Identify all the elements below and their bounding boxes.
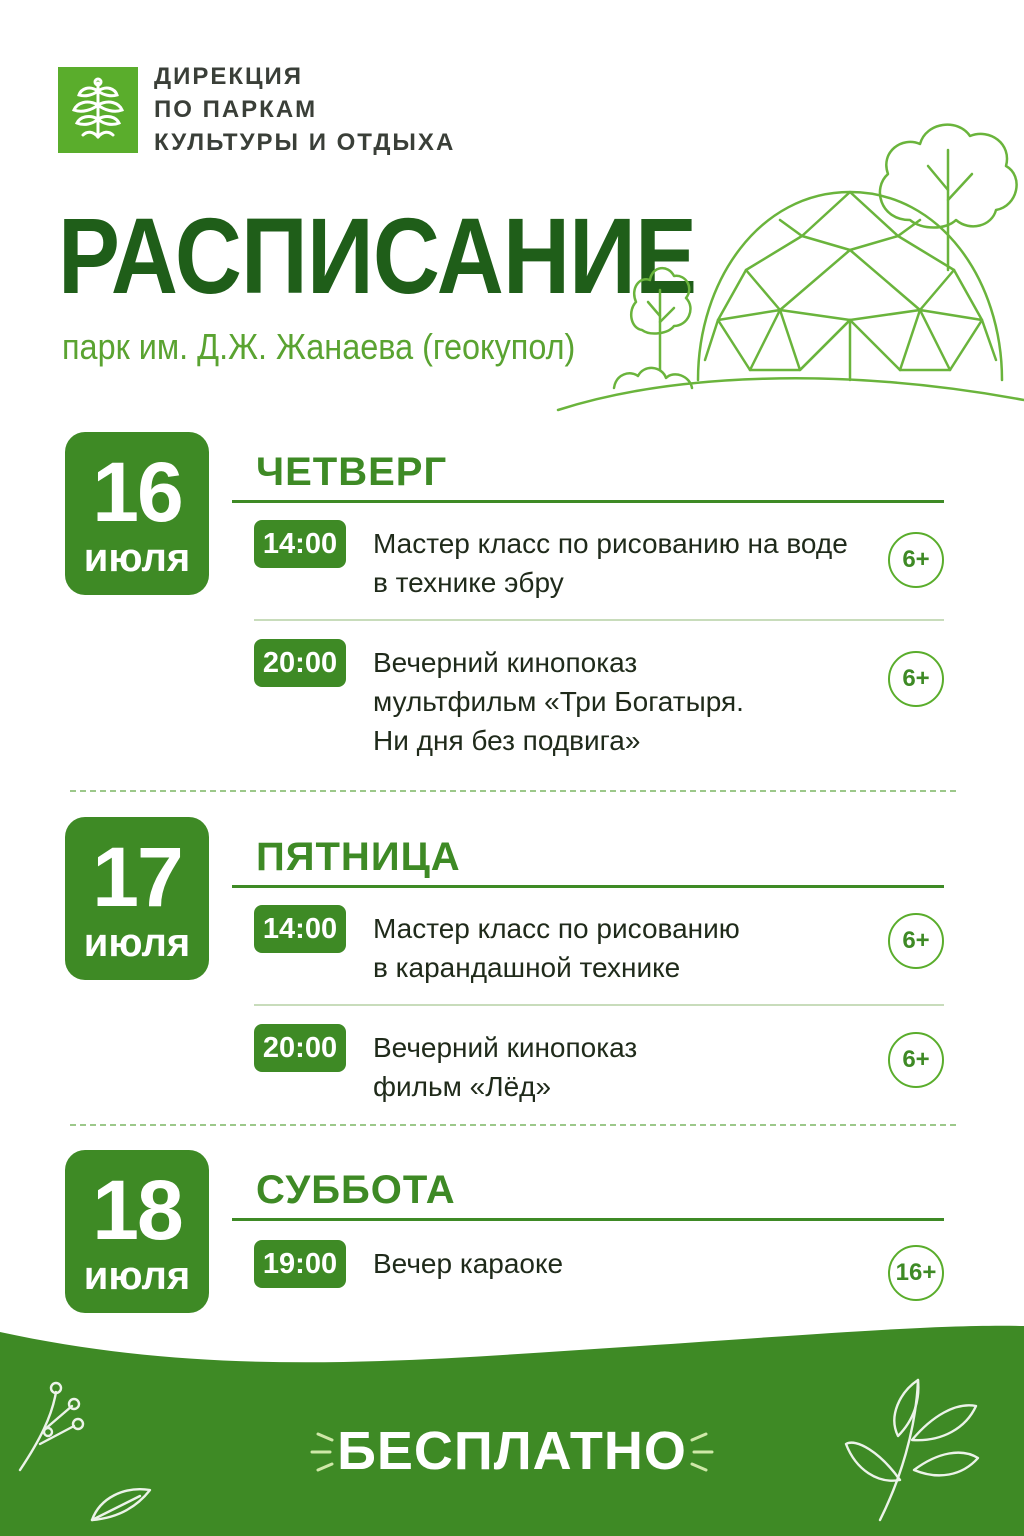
weekday-divider: [232, 885, 944, 888]
event-description: [373, 1244, 873, 1283]
event-line: фильм «Лёд»: [373, 1071, 552, 1102]
date-badge: [65, 1150, 209, 1313]
day-separator: [70, 1124, 956, 1126]
weekday-label: СУББОТА: [256, 1168, 456, 1212]
brand-line-2: ПО ПАРКАМ: [154, 96, 318, 123]
event-line: Вечерний кинопоказ: [373, 1032, 638, 1063]
weekday-label: ПЯТНИЦА: [256, 835, 461, 879]
event-line: в карандашной технике: [373, 952, 681, 983]
page-title: РАСПИСАНИЕ: [58, 195, 697, 316]
weekday-divider: [232, 1218, 944, 1221]
event-line: Ни дня без подвига»: [373, 725, 641, 756]
date-number: 18: [92, 1163, 182, 1257]
event-line: в технике эбру: [373, 567, 564, 598]
date-month: июля: [83, 536, 191, 580]
event-divider: [254, 1004, 944, 1006]
date-month: июля: [83, 1254, 191, 1298]
event-description: [373, 524, 873, 602]
day-separator: [70, 790, 956, 792]
brand: [58, 60, 455, 159]
age-rating-badge: 6+: [888, 651, 944, 707]
event-description: [373, 643, 873, 760]
event-line: Мастер класс по рисованию: [373, 913, 740, 944]
brand-line-3: КУЛЬТУРЫ И ОТДЫХА: [154, 129, 456, 156]
event-line: Вечерний кинопоказ: [373, 647, 638, 678]
event-description: [373, 1028, 873, 1106]
age-rating-badge: 16+: [888, 1245, 944, 1301]
page-subtitle: парк им. Д.Ж. Жанаева (геокупол): [62, 326, 576, 367]
event-time: 20:00: [254, 1024, 346, 1072]
event-line: мультфильм «Три Богатыря.: [373, 686, 744, 717]
weekday-label: ЧЕТВЕРГ: [256, 450, 448, 494]
age-rating-badge: 6+: [888, 1032, 944, 1088]
event-divider: [254, 619, 944, 621]
date-number: 17: [92, 830, 182, 924]
age-rating-badge: 6+: [888, 913, 944, 969]
event-time: 19:00: [254, 1240, 346, 1288]
event-time: 14:00: [254, 905, 346, 953]
event-description: [373, 909, 873, 987]
date-badge: [65, 817, 209, 980]
free-entry-label: БЕСПЛАТНО: [337, 1421, 687, 1481]
brand-line-1: ДИРЕКЦИЯ: [154, 63, 304, 90]
age-rating-badge: 6+: [888, 532, 944, 588]
event-time: 14:00: [254, 520, 346, 568]
date-month: июля: [83, 921, 191, 965]
geodome-illustration: [550, 70, 1024, 420]
event-line: Вечер караоке: [373, 1248, 564, 1279]
tree-of-life-icon: [58, 67, 138, 153]
event-line: Мастер класс по рисованию на воде: [373, 528, 848, 559]
weekday-divider: [232, 500, 944, 503]
event-time: 20:00: [254, 639, 346, 687]
date-badge: [65, 432, 209, 595]
brand-name: [154, 60, 455, 159]
date-number: 16: [92, 445, 182, 539]
